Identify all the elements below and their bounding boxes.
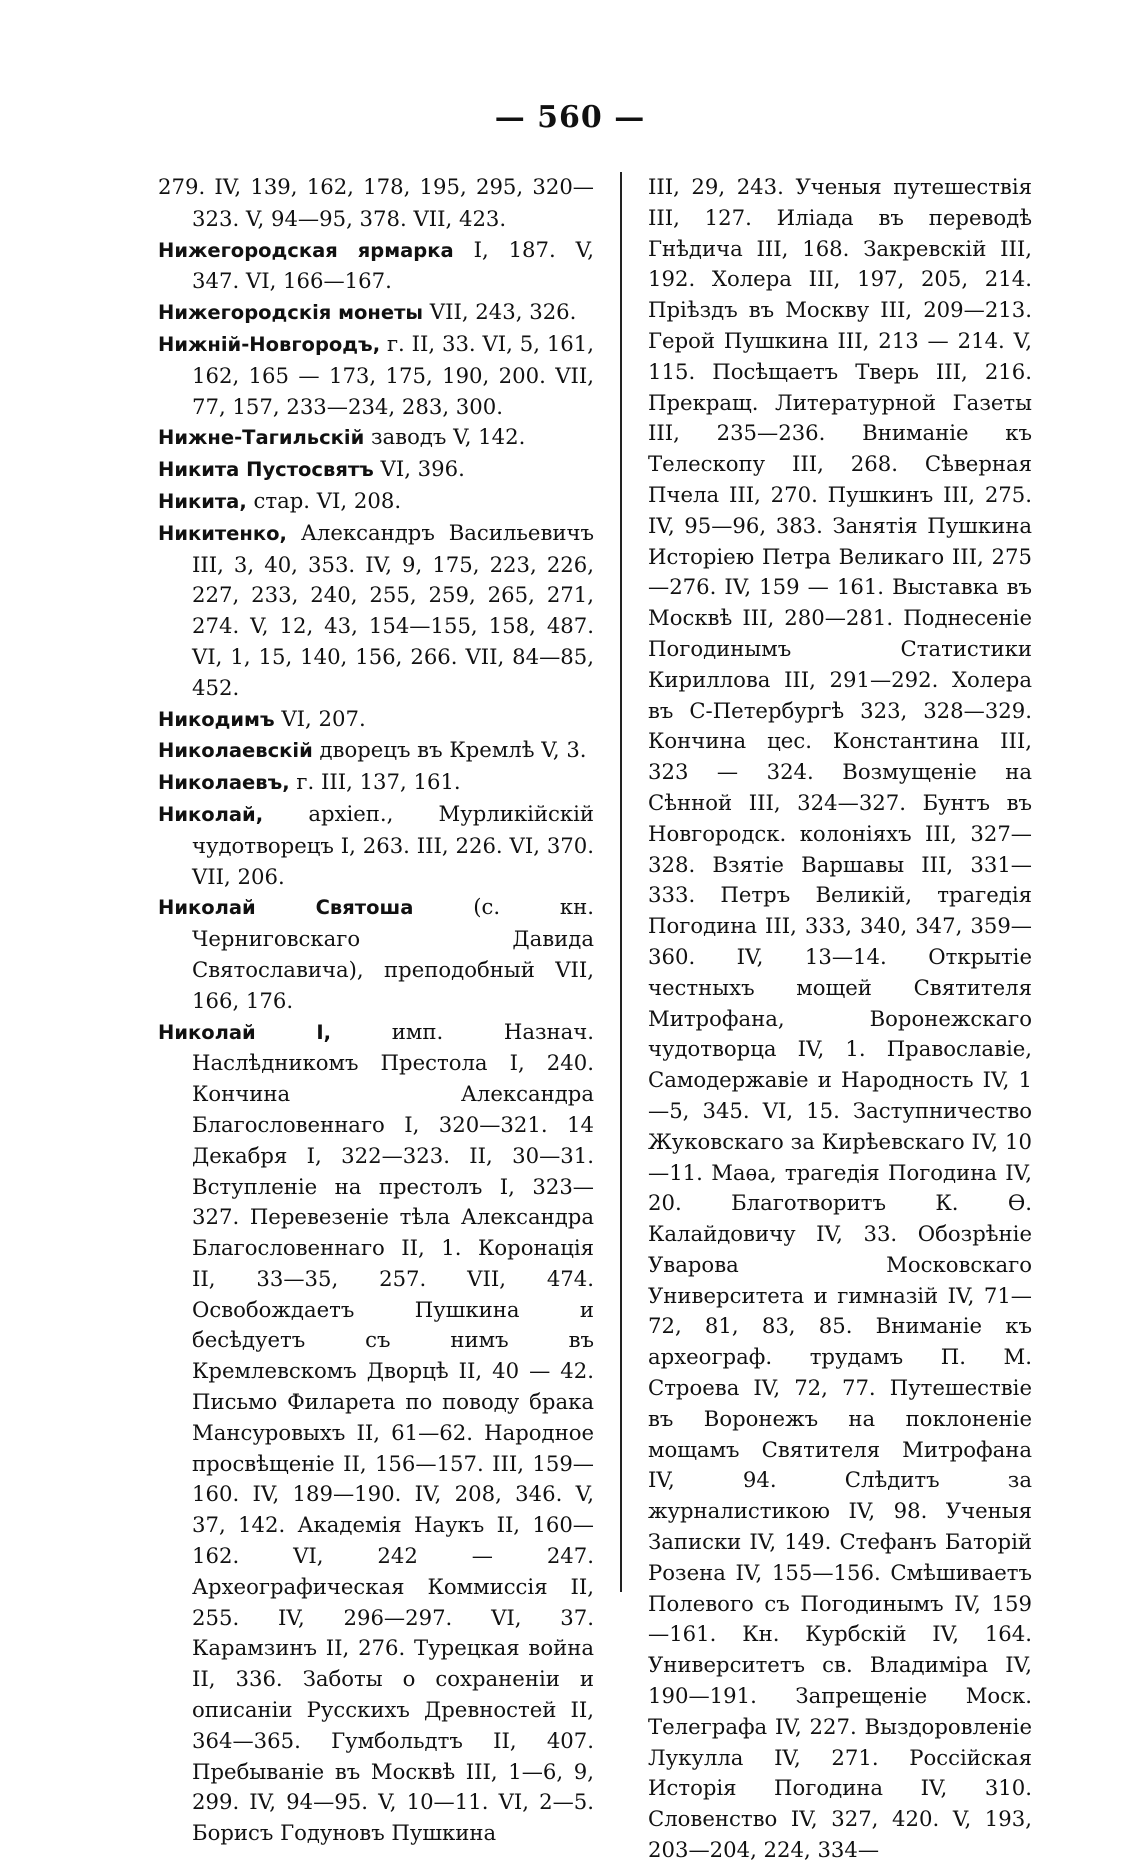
index-entry	[158, 329, 594, 422]
entry-references: архіеп., Мурликійскій чудотворецъ I, 263. III, 226. VI, 370. VII, 206.	[192, 800, 594, 889]
entry-heading: Николай,	[158, 802, 264, 826]
index-column-right	[648, 172, 1032, 1866]
entry-references: стар. VI, 208.	[246, 487, 402, 513]
entry-references: VII, 243, 326.	[423, 299, 577, 325]
entry-heading: Николаевъ,	[158, 771, 290, 795]
index-entry	[158, 799, 594, 892]
entry-heading: Николаевскій	[158, 739, 313, 763]
entry-heading: Никита Пустосвятъ	[158, 458, 374, 482]
index-entry	[158, 518, 594, 704]
entry-heading: Нижегородская ярмарка	[158, 238, 454, 262]
index-entry	[158, 892, 594, 1016]
entry-references: VI, 207.	[274, 705, 366, 731]
entry-heading: Нижне-Тагильскій	[158, 426, 365, 450]
entry-heading: Никита,	[158, 489, 247, 513]
entry-heading: Нижній-Новгородъ,	[158, 332, 381, 356]
index-entry	[158, 1017, 594, 1850]
index-entry	[158, 297, 594, 329]
entry-heading: Никитенко,	[158, 521, 287, 545]
continued-entry-text: III, 29, 243. Ученыя путешествія III, 127. Иліада въ переводѣ Гнѣдича III, 168. Закревскій III, 192. Холера III, 197, 205, 214. Пріѣздъ въ Москву III, 209—213. Герой Пушкина III, 213 — 214. V, 115. Посѣщаетъ Тверь III, 216. Прекращ. Литературной Газеты III, 235—236. Вниманіе къ Телескопу III, 268. Сѣверная Пчела III, 270. Пушкинъ III, 275. IV, 95—96, 383. Занятія Пушкина Исторіею Петра Великаго III, 275—276. IV, 159 — 161. Выставка въ Москвѣ III, 280—281. Поднесеніе Погодинымъ Статистики Кириллова III, 291—292. Холера въ С-Петербургѣ 323, 328—329. Кончина цес. Константина III, 323 — 324. Возмущеніе на Сѣнной III, 324—327. Бунтъ въ Новгородск. колоніяхъ III, 327—328. Взятіе Варшавы III, 331—333. Петръ Великій, трагедія Погодина III, 333, 340, 347, 359—360. IV, 13—14. Открытіе честныхъ мощей Святителя Митрофана, Воронежскаго чудотворца IV, 1. Православіе, Самодержавіе и Народность IV, 1—5, 345. VI, 15. Заступничество Жуковскаго за Кирѣевскаго IV, 10—11. Маѳа, трагедія Погодина IV, 20. Благотворитъ К. Ѳ. Калайдовичу IV, 33. Обозрѣніе Уварова Московскаго Университета и гимназій IV, 71—72, 81, 83, 85. Вниманіе къ археограф. трудамъ П. М. Строева IV, 72, 77. Путешествіе въ Воронежъ на поклоненіе мощамъ Святителя Митрофана IV, 94. Слѣдитъ за журналистикою IV, 98. Ученыя Записки IV, 149. Стефанъ Баторій Розена IV, 155—156. Смѣшиваетъ Полевого съ Погодинымъ IV, 159—161. Кн. Курбскій IV, 164. Университетъ св. Владиміра IV, 190—191. Запрещеніе Моск. Телеграфа IV, 227. Выздоровленіе Лукулла IV, 271. Россійская Исторія Погодина IV, 310. Словенство IV, 327, 420. V, 193, 203—204, 224, 334—	[648, 174, 1032, 1863]
entry-heading: Нижегородскія монеты	[158, 301, 424, 325]
entry-references: имп. Назнач. Наслѣдникомъ Престола I, 240. Кончина Александра Благословеннаго I, 320—321. 14 Декабря I, 322—323. II, 30—31. Вступленіе на престолъ I, 323—327. Перевезеніе тѣла Александра Благословеннаго II, 1. Коронація II, 33—35, 257. VII, 474. Освобождаетъ Пушкина и бесѣдуетъ съ нимъ въ Кремлевскомъ Дворцѣ II, 40 — 42. Письмо Филарета по поводу брака Мансуровыхъ II, 61—62. Народное просвѣщеніе II, 156—157. III, 159—160. IV, 189—190. IV, 208, 346. V, 37, 142. Академія Наукъ II, 160—162. VI, 242 — 247. Археографическая Коммиссія II, 255. IV, 296—297. VI, 37. Карамзинъ II, 276. Турецкая война II, 336. Заботы о сохраненіи и описаніи Русскихъ Древностей II, 364—365. Гумбольдтъ II, 407. Пребываніе въ Москвѣ III, 1—6, 9, 299. IV, 94—95. V, 10—11. VI, 2—5. Борисъ Годуновъ Пушкина	[192, 1018, 595, 1846]
entry-references: г. III, 137, 161.	[289, 769, 461, 795]
entry-heading: Николай I,	[158, 1020, 332, 1044]
index-entry	[158, 172, 594, 235]
entry-references: VI, 396.	[373, 456, 465, 482]
entry-references: заводъ V, 142.	[364, 424, 526, 450]
index-entry	[158, 454, 594, 486]
index-entry	[158, 422, 594, 454]
index-column-left	[158, 172, 594, 1849]
index-entry	[158, 235, 594, 298]
column-divider	[620, 172, 622, 1592]
page-number: — 560 —	[494, 100, 646, 135]
entry-references: (с. кн. Черниговскаго Давида Святославича), преподобный VII, 166, 176.	[192, 894, 595, 1013]
entry-heading: Николай Святоша	[158, 896, 414, 920]
index-entry	[158, 735, 594, 767]
entry-heading: Никодимъ	[158, 707, 275, 731]
entry-references: I, 187. V, 347. VI, 166—167.	[192, 236, 594, 294]
entry-references: дворецъ въ Кремлѣ V, 3.	[312, 737, 587, 763]
entry-references: Александръ Васильевичъ III, 3, 40, 353. IV, 9, 175, 223, 226, 227, 233, 240, 255, 259, 265, 271, 274. V, 12, 43, 154—155, 158, 487. VI, 1, 15, 140, 156, 266. VII, 84—85, 452.	[192, 519, 594, 700]
index-entry	[158, 767, 594, 799]
index-entry	[158, 486, 594, 518]
index-entry	[158, 704, 594, 736]
entry-references: г. II, 33. VI, 5, 161, 162, 165 — 173, 175, 190, 200. VII, 77, 157, 233—234, 283, 300.	[192, 330, 594, 419]
entry-references: 279. IV, 139, 162, 178, 195, 295, 320—323. V, 94—95, 378. VII, 423.	[158, 174, 594, 231]
